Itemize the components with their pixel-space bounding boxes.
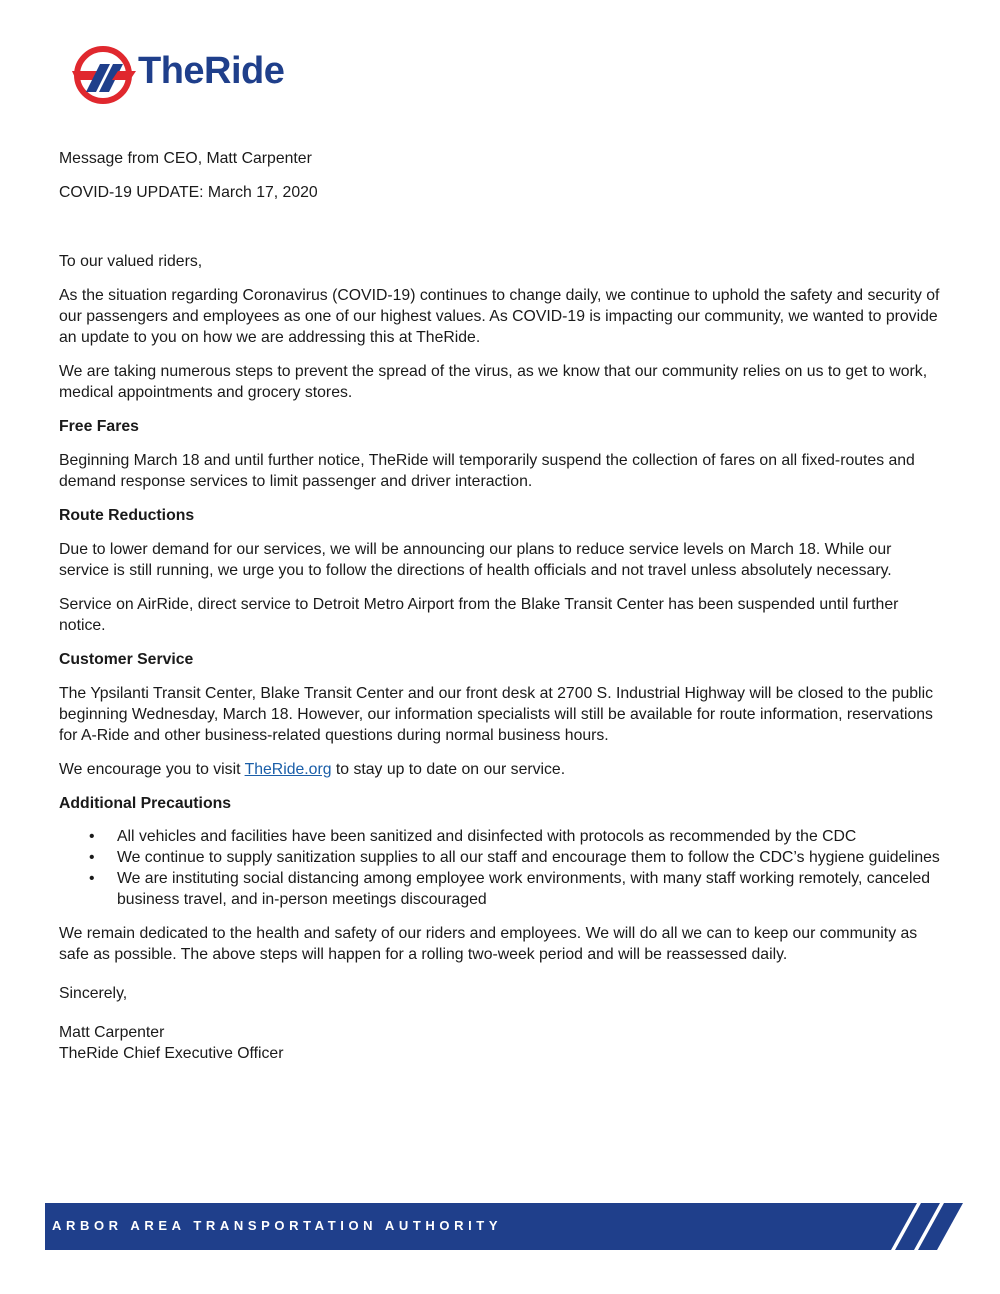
- theride-logo-icon: [70, 44, 136, 106]
- signoff: Sincerely,: [59, 985, 128, 1002]
- message-from-line: Message from CEO, Matt Carpenter: [59, 150, 312, 167]
- visit-website-paragraph: [59, 759, 944, 780]
- section-title-free-fares: Free Fares: [59, 418, 139, 435]
- route-reductions-paragraph-1: Due to lower demand for our services, we will be announcing our plans to reduce service levels on March 18. While our service is still running, we urge you to follow the directions of health officials and not travel unless absolutely necessary.: [59, 541, 892, 579]
- list-item: • All vehicles and facilities have been sanitized and disinfected with protocols as recommended by the CDC: [117, 826, 944, 847]
- visit-text-after: to stay up to date on our service.: [331, 761, 566, 778]
- logo-wordmark: TheRide: [138, 50, 285, 92]
- closing-paragraph: We remain dedicated to the health and safety of our riders and employees. We will do all we can to keep our community as safe as possible. The above steps will happen for a rolling two-week period and will be reassessed daily.: [59, 925, 918, 963]
- list-item: • We are instituting social distancing among employee work environments, with many staff working remotely, canceled business travel, and in-person meetings discouraged: [117, 868, 944, 910]
- update-date-line: COVID-19 UPDATE: March 17, 2020: [59, 184, 318, 201]
- section-title-customer-service: Customer Service: [59, 651, 194, 668]
- letter-body: [59, 148, 944, 1064]
- theride-website-link[interactable]: TheRide.org: [244, 761, 332, 778]
- precautions-list: [59, 826, 944, 910]
- theride-logo: [70, 44, 290, 106]
- intro-paragraph-1: As the situation regarding Coronavirus (COVID-19) continues to change daily, we continue to uphold the safety and security of our passengers and employees as one of our highest values. As COVID-19 is impacting our community, we wanted to provide an update to you on how we are addressing this at TheRide.: [59, 287, 940, 346]
- section-title-additional-precautions: Additional Precautions: [59, 795, 232, 812]
- visit-text-before: We encourage you to visit: [59, 761, 245, 778]
- signer-title: TheRide Chief Executive Officer: [59, 1045, 284, 1062]
- intro-paragraph-2: We are taking numerous steps to prevent the spread of the virus, as we know that our community relies on us to get to work, medical appointments and grocery stores.: [59, 363, 928, 401]
- greeting: To our valued riders,: [59, 253, 203, 270]
- list-item: • We continue to supply sanitization supplies to all our staff and encourage them to follow the CDC’s hygiene guidelines: [117, 847, 944, 868]
- footer-agency-name: ARBOR AREA TRANSPORTATION AUTHORITY: [52, 1218, 503, 1233]
- signer-name: Matt Carpenter: [59, 1024, 165, 1041]
- section-title-route-reductions: Route Reductions: [59, 507, 195, 524]
- free-fares-paragraph: Beginning March 18 and until further notice, TheRide will temporarily suspend the collection of fares on all fixed-routes and demand response services to limit passenger and driver interaction.: [59, 452, 915, 490]
- customer-service-paragraph: The Ypsilanti Transit Center, Blake Transit Center and our front desk at 2700 S. Industrial Highway will be closed to the public beginning Wednesday, March 18. However, our information specialists will still be available for route information, reservations for A-Ride and other business-related questions during normal business hours.: [59, 685, 933, 744]
- route-reductions-paragraph-2: Service on AirRide, direct service to Detroit Metro Airport from the Blake Transit Center has been suspended until further notice.: [59, 596, 899, 634]
